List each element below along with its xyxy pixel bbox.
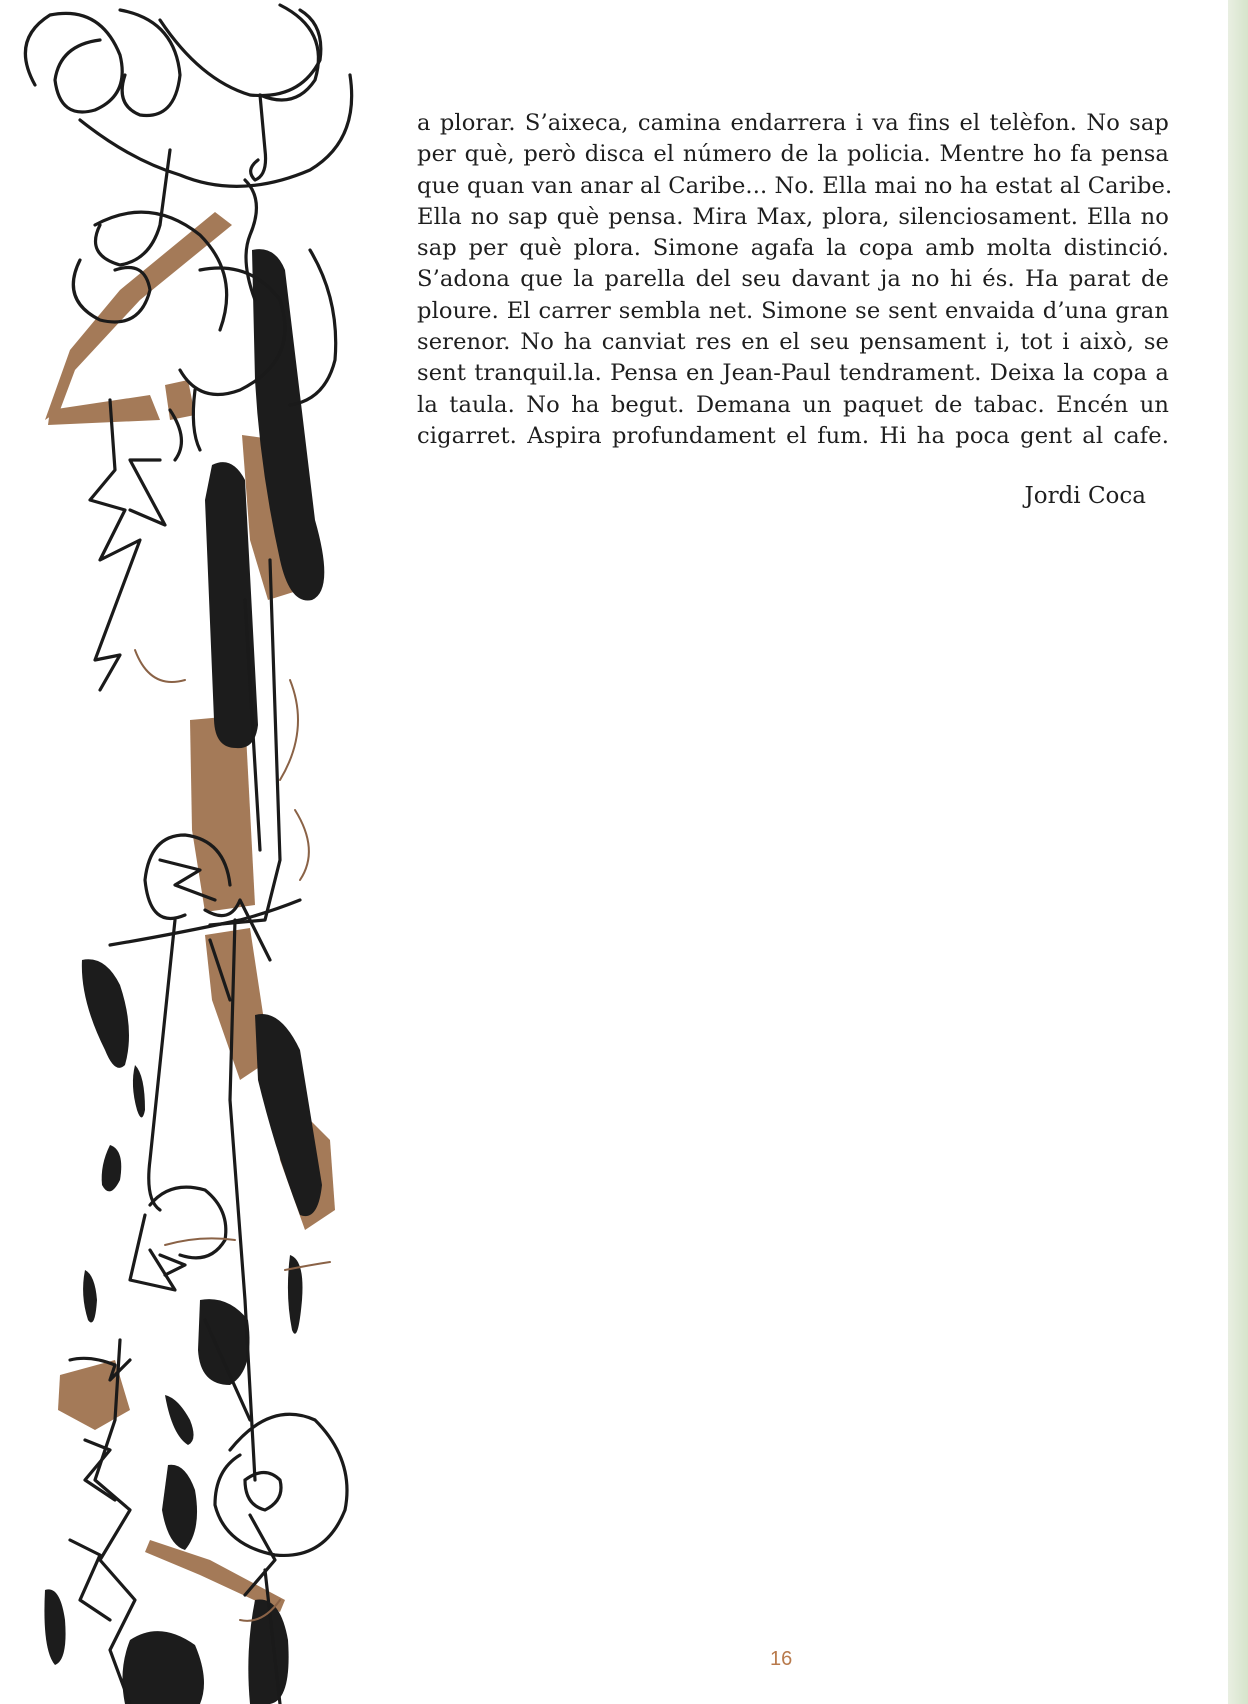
body-line: a plorar. S’aixeca, camina endarrera i va fins el telèfon. No sap bbox=[417, 110, 1169, 136]
body-line: la taula. No ha begut. Demana un paquet de tabac. Encén un bbox=[417, 391, 1169, 418]
body-line: per què, però disca el número de la policia. Mentre ho fa pensa bbox=[417, 141, 1169, 168]
body-line: sap per què plora. Simone agafa la copa amb molta distinció. bbox=[417, 235, 1169, 262]
body-line: serenor. No ha canviat res en el seu pensament i, tot i això, se bbox=[417, 329, 1169, 356]
body-line: Ella no sap què pensa. Mira Max, plora, silenciosament. Ella no bbox=[417, 203, 1169, 230]
page-edge bbox=[1228, 0, 1248, 1704]
body-line: ploure. El carrer sembla net. Simone se sent envaida d’una gran bbox=[417, 297, 1169, 324]
abstract-brush-illustration bbox=[0, 0, 380, 1704]
body-line: sent tranquil.la. Pensa en Jean-Paul tendrament. Deixa la copa a bbox=[417, 360, 1169, 387]
body-line: que quan van anar al Caribe... No. Ella mai no ha estat al Caribe. bbox=[417, 172, 1173, 199]
body-text bbox=[417, 108, 1173, 452]
author-signature: Jordi Coca bbox=[1024, 483, 1146, 509]
page-number: 16 bbox=[770, 1648, 793, 1670]
body-line: S’adona que la parella del seu davant ja no hi és. Ha parat de bbox=[417, 266, 1169, 293]
body-line: cigarret. Aspira profundament el fum. Hi ha poca gent al cafe. bbox=[417, 422, 1169, 449]
